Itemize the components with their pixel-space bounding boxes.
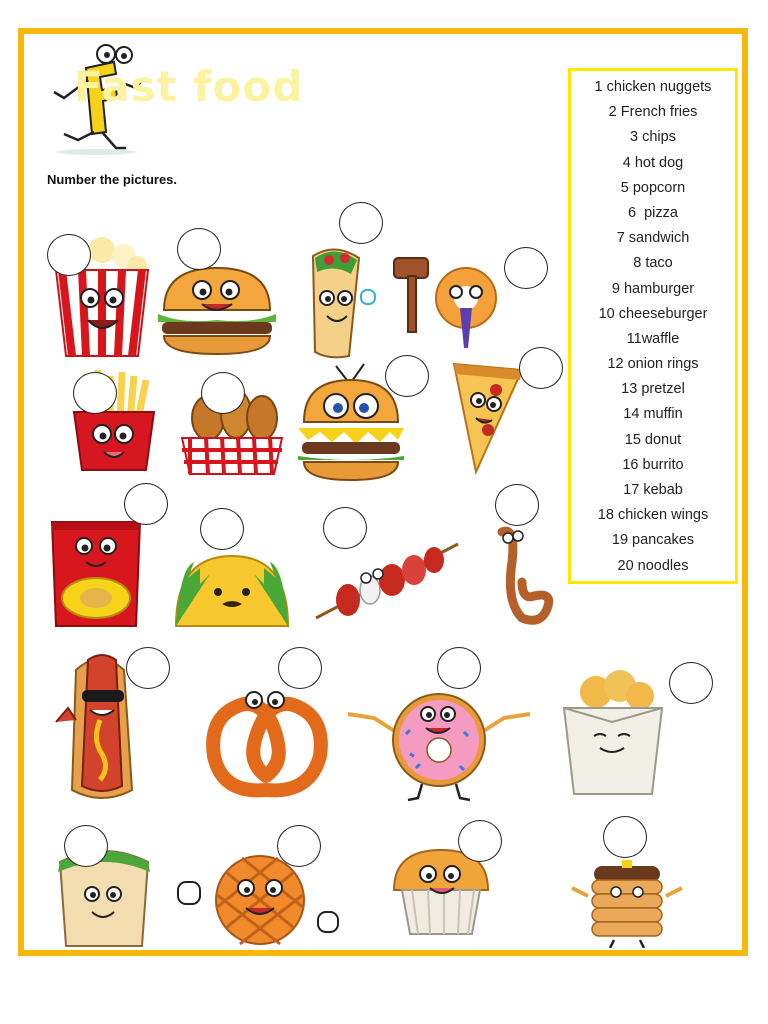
answer-circle[interactable]	[64, 825, 108, 867]
worksheet-title: Fast food	[74, 62, 304, 111]
answer-circle[interactable]	[200, 508, 244, 550]
answer-circle[interactable]	[278, 647, 322, 689]
word-list-item: 2 French fries	[608, 104, 698, 121]
kebab-picture	[312, 538, 462, 622]
answer-circle[interactable]	[323, 507, 367, 549]
word-list-item: 15 donut	[624, 431, 682, 448]
answer-circle[interactable]	[504, 247, 548, 289]
burrito-picture	[285, 238, 385, 360]
pancakes-picture	[566, 858, 688, 948]
word-list-item: 6 pizza	[628, 204, 678, 221]
word-list-item: 9 hamburger	[611, 280, 695, 297]
answer-circle[interactable]	[495, 484, 539, 526]
onion-rings-picture	[390, 248, 515, 352]
answer-circle[interactable]	[126, 647, 170, 689]
answer-circle[interactable]	[385, 355, 429, 397]
answer-circle[interactable]	[73, 372, 117, 414]
answer-circle[interactable]	[458, 820, 502, 862]
instruction-text: Number the pictures.	[47, 172, 178, 187]
answer-circle[interactable]	[437, 647, 481, 689]
word-list-item: 12 onion rings	[607, 356, 699, 373]
chips-picture	[48, 516, 144, 632]
pizza-picture	[436, 360, 532, 478]
word-list-item: 13 pretzel	[621, 381, 685, 398]
answer-circle[interactable]	[177, 228, 221, 270]
hamburger-picture	[152, 262, 282, 358]
pretzel-picture	[204, 684, 330, 802]
word-list-box	[568, 68, 738, 584]
word-list-item: 17 kebab	[623, 482, 683, 498]
answer-circle[interactable]	[669, 662, 713, 704]
word-list-item: 3 chips	[630, 129, 676, 146]
word-list-item: 16 burrito	[622, 456, 684, 473]
answer-circle[interactable]	[201, 372, 245, 414]
answer-circle[interactable]	[124, 483, 168, 525]
word-list-item: 20 noodles	[617, 557, 689, 574]
word-list-item: 11waffle	[626, 330, 680, 347]
word-list-item: 1 chicken nuggets	[594, 79, 712, 95]
word-list-item: 14 muffin	[623, 406, 683, 423]
answer-circle[interactable]	[339, 202, 383, 244]
word-list-item: 7 sandwich	[616, 230, 690, 247]
noodles-spoon-picture	[482, 522, 554, 632]
answer-circle[interactable]	[277, 825, 321, 867]
word-list-item: 5 popcorn	[620, 179, 686, 196]
word-list-item: 19 pancakes	[611, 532, 695, 549]
noodles-box-picture	[560, 668, 666, 796]
answer-circle[interactable]	[603, 816, 647, 858]
taco-picture	[170, 548, 294, 630]
answer-circle[interactable]	[519, 347, 563, 389]
donut-picture	[344, 684, 534, 802]
word-list-item: 4 hot dog	[622, 154, 684, 171]
answer-circle[interactable]	[47, 234, 91, 276]
word-list-item: 8 taco	[633, 255, 673, 272]
word-list-item: 18 chicken wings	[597, 507, 709, 524]
word-list-item: 10 cheeseburger	[598, 305, 708, 322]
waffle-picture	[176, 848, 342, 948]
